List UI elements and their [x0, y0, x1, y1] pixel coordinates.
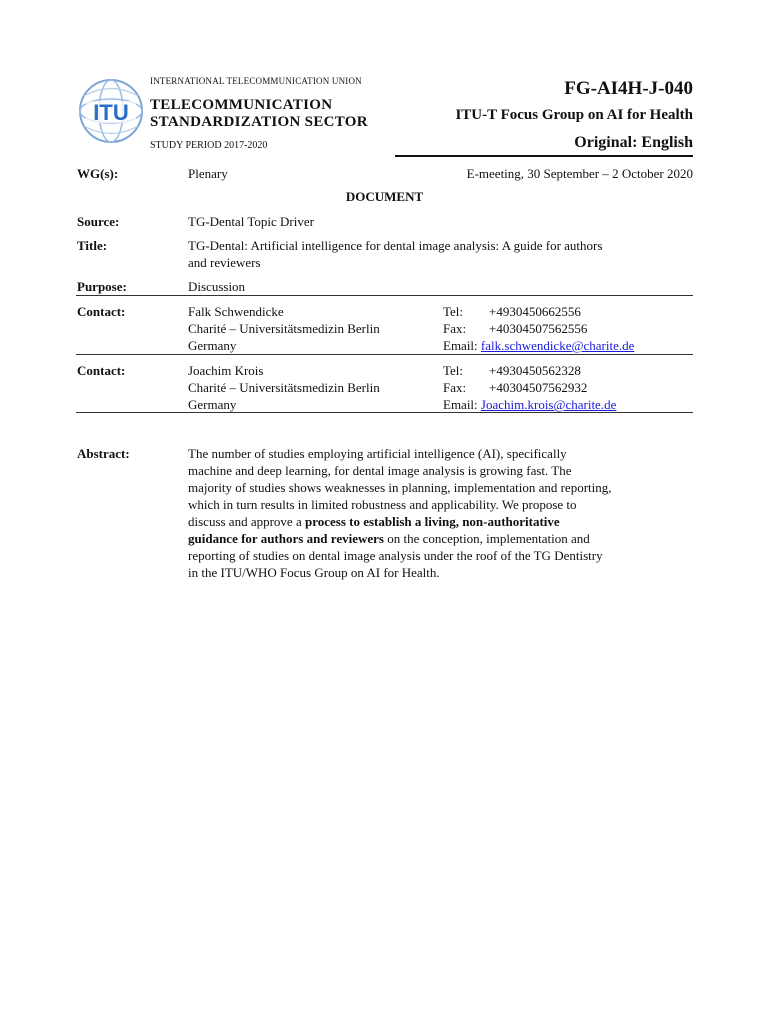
wg-value: Plenary — [188, 166, 228, 181]
contact-label: Contact: — [77, 363, 126, 378]
title-line: TG-Dental: Artificial intelligence for dental image analysis: A guide for authors — [188, 238, 603, 253]
purpose-label: Purpose: — [77, 279, 127, 294]
abstract-text-span: discuss and approve a — [188, 514, 305, 529]
email-label: Email: — [443, 397, 478, 412]
focus-group: ITU-T Focus Group on AI for Health — [455, 107, 693, 123]
contact-info — [443, 362, 616, 413]
title-line: and reviewers — [188, 255, 261, 270]
abstract-line: reporting of studies on dental image analysis under the roof of the TG Dentistry — [188, 548, 603, 563]
title-label: Title: — [77, 238, 108, 253]
abstract-text — [188, 445, 698, 581]
email-link[interactable]: falk.schwendicke@charite.de — [480, 338, 635, 353]
email-link[interactable]: Joachim.krois@charite.de — [480, 397, 617, 412]
abstract-emphasis: process to establish a living, non-authoritative — [304, 514, 560, 529]
contact-institution: Charité – Universitätsmedizin Berlin — [188, 380, 380, 395]
contact-institution: Charité – Universitätsmedizin Berlin — [188, 321, 380, 336]
wg-label: WG(s): — [77, 166, 119, 181]
abstract-line: The number of studies employing artificial intelligence (AI), specifically — [188, 446, 567, 461]
contact-country: Germany — [188, 338, 237, 353]
contact-name: Joachim Krois — [188, 363, 264, 378]
source-label: Source: — [77, 214, 120, 229]
meeting-info: E-meeting, 30 September – 2 October 2020 — [466, 166, 693, 181]
contact-details — [188, 362, 380, 413]
email-label: Email: — [443, 338, 478, 353]
org-union: INTERNATIONAL TELECOMMUNICATION UNION — [150, 76, 362, 86]
sector-line2: STANDARDIZATION SECTOR — [150, 114, 368, 130]
doc-number: FG-AI4H-J-040 — [564, 78, 693, 99]
abstract-line: machine and deep learning, for dental image analysis is growing fast. The — [188, 463, 572, 478]
abstract-emphasis: guidance for authors and reviewers — [188, 531, 384, 546]
sector-name — [150, 97, 368, 131]
tel-value: +4930450662556 — [489, 304, 581, 319]
fax-value: +40304507562932 — [489, 380, 588, 395]
divider — [76, 412, 693, 413]
study-period: STUDY PERIOD 2017-2020 — [150, 140, 268, 151]
fax-label: Fax: — [443, 380, 467, 395]
contact-details — [188, 303, 380, 354]
sector-line1: TELECOMMUNICATION — [150, 97, 333, 113]
abstract-line — [188, 513, 698, 530]
itu-logo — [76, 76, 146, 146]
abstract-line — [188, 530, 698, 547]
logo-text: ITU — [93, 100, 129, 125]
contact-country: Germany — [188, 397, 237, 412]
divider — [76, 354, 693, 355]
contact-info — [443, 303, 634, 354]
contact-name: Falk Schwendicke — [188, 304, 284, 319]
tel-value: +4930450562328 — [489, 363, 581, 378]
abstract-text-span: on the conception, implementation and — [383, 531, 590, 546]
original-language: Original: English — [574, 134, 693, 151]
abstract-line: in the ITU/WHO Focus Group on AI for Health. — [188, 565, 440, 580]
title-value — [188, 237, 602, 271]
fax-value: +40304507562556 — [489, 321, 588, 336]
abstract-line: majority of studies shows weaknesses in planning, implementation and reporting, — [188, 480, 612, 495]
tel-label: Tel: — [443, 304, 464, 319]
purpose-value: Discussion — [188, 279, 246, 294]
source-value: TG-Dental Topic Driver — [188, 214, 314, 229]
contact-label: Contact: — [77, 304, 126, 319]
abstract-line: which in turn results in limited robustness and applicability. We propose to — [188, 497, 577, 512]
header-divider — [395, 155, 693, 157]
divider — [76, 295, 693, 296]
abstract-label: Abstract: — [77, 446, 130, 461]
tel-label: Tel: — [443, 363, 464, 378]
doc-type: DOCUMENT — [345, 189, 424, 204]
fax-label: Fax: — [443, 321, 467, 336]
